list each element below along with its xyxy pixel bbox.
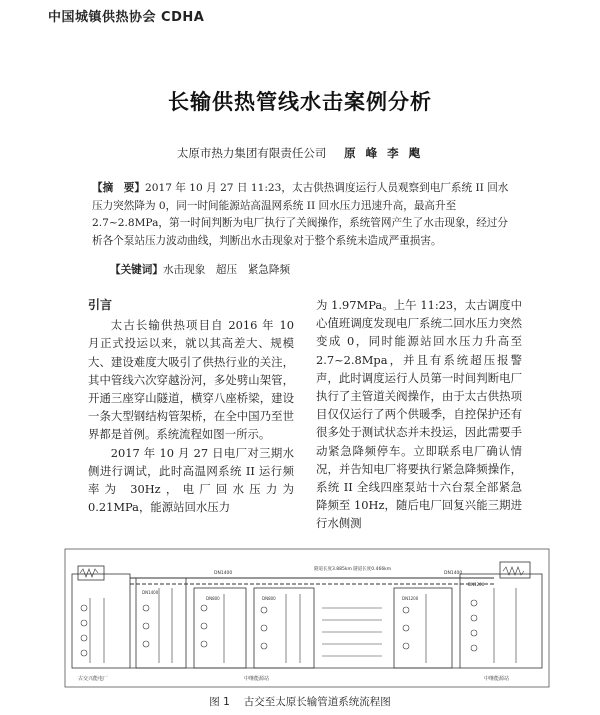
keywords-text: 水击现象 超压 紧急降频 — [162, 264, 291, 276]
right-column — [316, 296, 522, 533]
keywords-label: 【关键词】 — [110, 264, 163, 276]
mid-annotations — [322, 608, 382, 656]
tunnel-label: 隧道长度3.885km 隧道长度0.466km — [314, 567, 392, 572]
abstract — [92, 180, 518, 250]
right-station — [460, 562, 542, 682]
section-heading: 引言 — [88, 298, 113, 312]
figure-number: 图 1 — [209, 696, 230, 708]
pipe-label: DN800 — [206, 596, 220, 601]
pipe-label: DN1200 — [402, 596, 419, 601]
pump-block-2 — [194, 588, 246, 668]
system-flow-diagram — [64, 548, 550, 688]
left-station — [72, 566, 130, 682]
pump-block-1 — [136, 578, 186, 668]
paragraph: 为 1.97MPa。上午 11:23，太古调度中心值班调度发现电厂系统二回水压力突然变成 0，同时能源站回水压力升高至 2.7~2.8Mpa，并且有系统超压报警声，此时调度运行人员第一时间判断电厂执行了主管道关阀操作，由于太古供热项目仅仅运行了两个供暖季，自控保护还有很多处于测试状态并未投运，因此需要手动紧急降频停车。立即联系电厂确认情况，并告知电厂将要执行紧急降频操作，系统 II 全线四座泵站十六台泵全部紧急降频至 10Hz，随后电厂回复兴能三期进行水侧测 — [316, 298, 522, 531]
paragraph: 2017 年 10 月 27 日电厂对三期水侧进行调试，此时高温网系统 II 运行频率为 30Hz，电厂回水压力为 0.21MPa，能源站回水压力 — [88, 445, 294, 515]
pump-block-3 — [254, 588, 314, 668]
author-names: 原 峰 李 飑 — [344, 146, 424, 160]
pipe-label: DN800 — [262, 596, 276, 601]
mid-station-label: 中继能源站 — [244, 676, 270, 682]
affiliation: 太原市热力集团有限责任公司 — [176, 146, 327, 160]
figure-caption — [0, 694, 600, 709]
pipe-label: DN1200 — [468, 582, 485, 587]
keywords — [110, 262, 290, 277]
journal-header: 中国城镇供热协会 CDHA — [48, 10, 205, 25]
pipe-label: DN1400 — [142, 590, 159, 595]
right-station-label: 中继能源站 — [484, 676, 510, 682]
trunk-label-2: DN1400 — [444, 571, 463, 576]
abstract-label: 【摘 要】 — [92, 182, 145, 194]
article-title: 长输供热管线水击案例分析 — [168, 89, 432, 114]
figure-caption-text: 古交至太原长输管道系统流程图 — [243, 696, 391, 708]
paragraph: 太古长输供热项目自 2016 年 10 月正式投运以来，就以其高差大、规模大、建设难度大吸引了供热行业的关注，其中管线六次穿越汾河，多处劈山架管，开通三座穿山隧道，横穿八座桥梁，建设一条大型钢结构管架桥，在全中国乃至世界都是首例。系统流程如图一所示。 — [88, 318, 294, 442]
pump-block-4 — [394, 588, 452, 668]
left-station-label: 古交兴能电厂 — [78, 676, 109, 682]
trunk-label-1: DN1400 — [214, 571, 233, 576]
author-line — [0, 145, 600, 161]
abstract-text: 2017 年 10 月 27 日 11:23，太古供热调度运行人员观察到电厂系统 II 回水压力突然降为 0，同一时间能源站高温网系统 II 回水压力迅速升高，最高升至 2.7~2.8MPa，第一时间判断为电厂执行了关阀操作，系统管网产生了水击现象，经过分析各个泵站压力波动曲线，判断出水击现象对于整个系统未造成严重损害。 — [92, 182, 509, 247]
left-column — [88, 296, 294, 516]
